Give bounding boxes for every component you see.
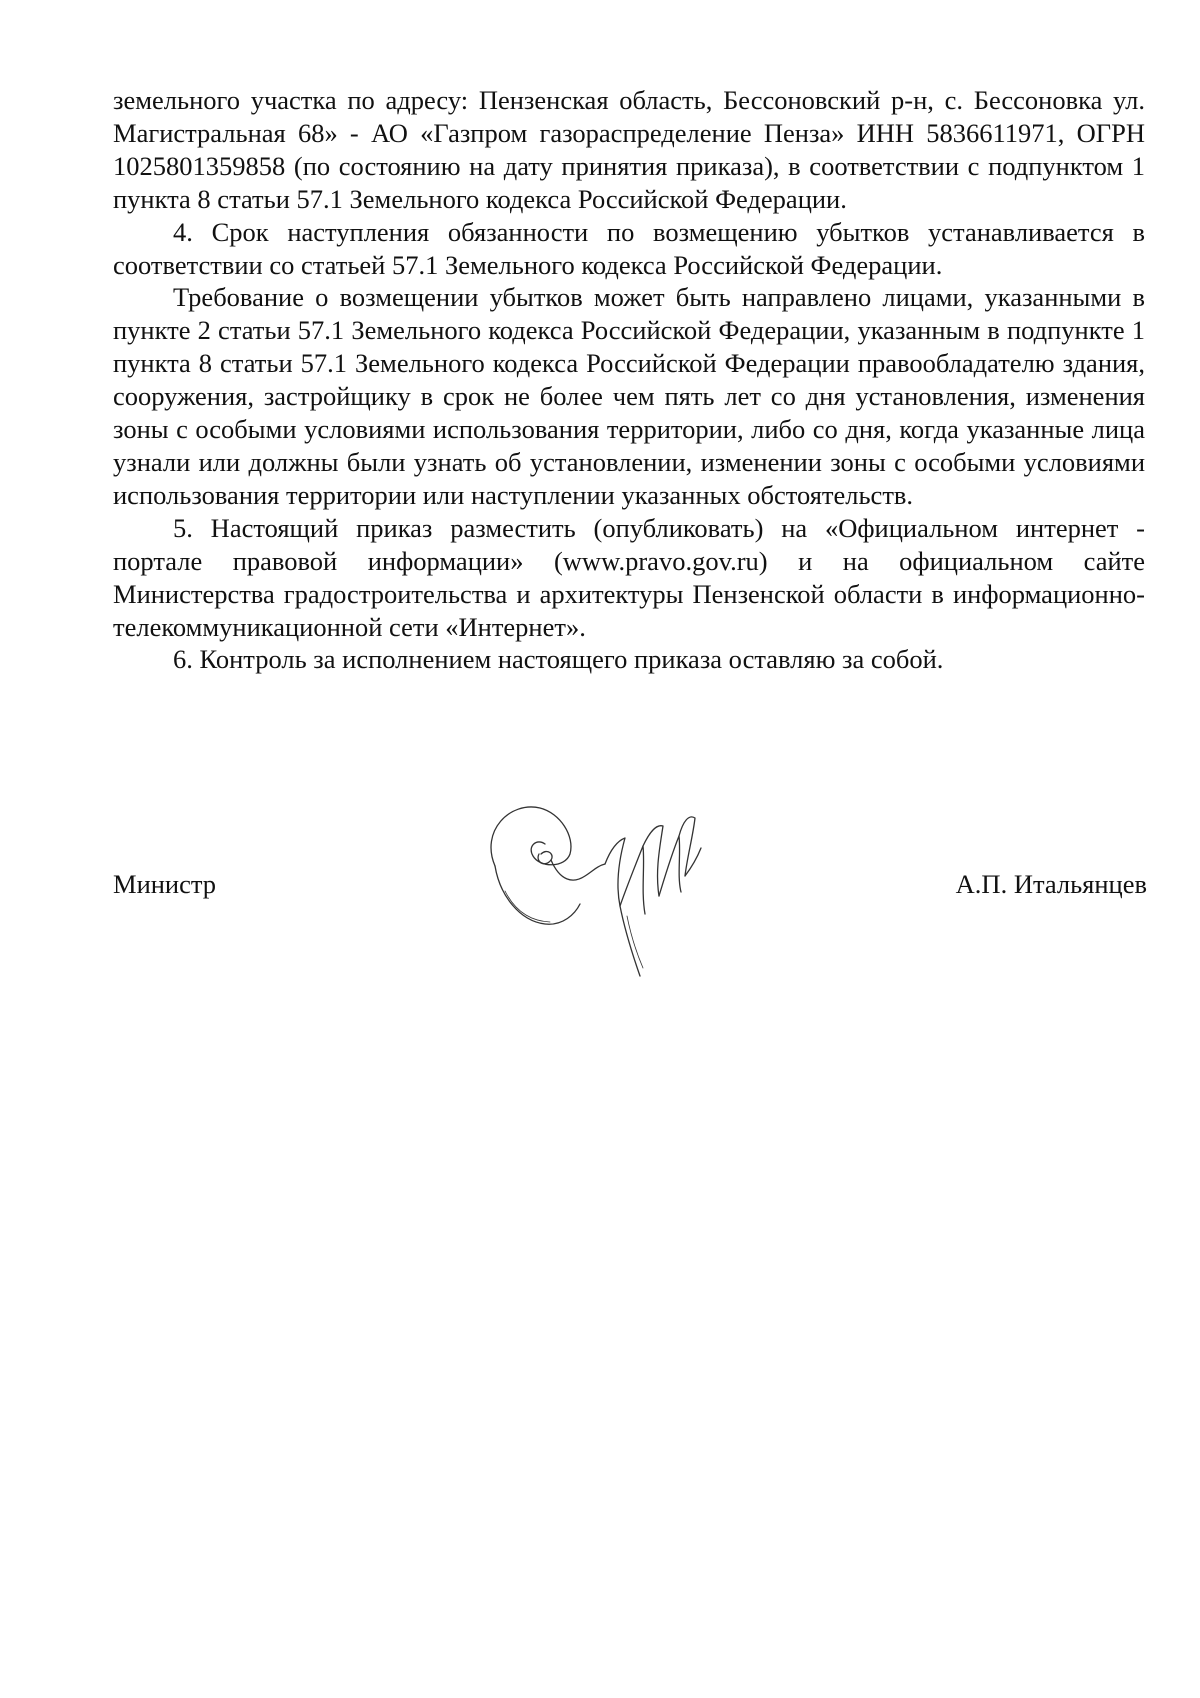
paragraph-item-6: 6. Контроль за исполнением настоящего приказа оставляю за собой. (173, 644, 944, 675)
signatory-name: А.П. Итальянцев (955, 869, 1147, 899)
paragraph-continuation: земельного участка по адресу: Пензенская область, Бессоновский р-н, с. Бессоновка ул. Магистральная 68» - АО «Газпром газораспределение Пенза» ИНН 5836611971, ОГРН 1025801359858 (по состоянию на дату принятия приказа), в соответствии с подпунктом 1 пункта 8 статьи 57.1 Земельного кодекса Российской Федерации. (113, 85, 1145, 214)
paragraph-item-5: 5. Настоящий приказ разместить (опубликовать) на «Официальном интернет - портале правовой информации» (www.pravo.gov.ru) и на официальном сайте Министерства градостроительства и архитектуры Пензенской области в информационно-телекоммуникационной сети «Интернет». (113, 512, 1145, 642)
handwritten-signature-icon (455, 796, 715, 986)
paragraph-item-4: 4. Срок наступления обязанности по возмещению убытков устанавливается в соответствии со статьей 57.1 Земельного кодекса Российской Федерации. (113, 216, 1145, 280)
document-body (113, 84, 1145, 676)
signatory-title: Министр (113, 869, 217, 899)
paragraph-damages-claim: Требование о возмещении убытков может быть направлено лицами, указанными в пункте 2 статьи 57.1 Земельного кодекса Российской Федерации, указанным в подпункте 1 пункта 8 статьи 57.1 Земельного кодекса Российской Федерации правообладателю здания, сооружения, застройщику в срок не более чем пять лет со дня установления, изменения зоны с особыми условиями использования территории, либо со дня, когда указанные лица узнали или должны были узнать об установлении, изменении зоны с особыми условиями использования территории или наступлении указанных обстоятельств. (113, 282, 1145, 510)
